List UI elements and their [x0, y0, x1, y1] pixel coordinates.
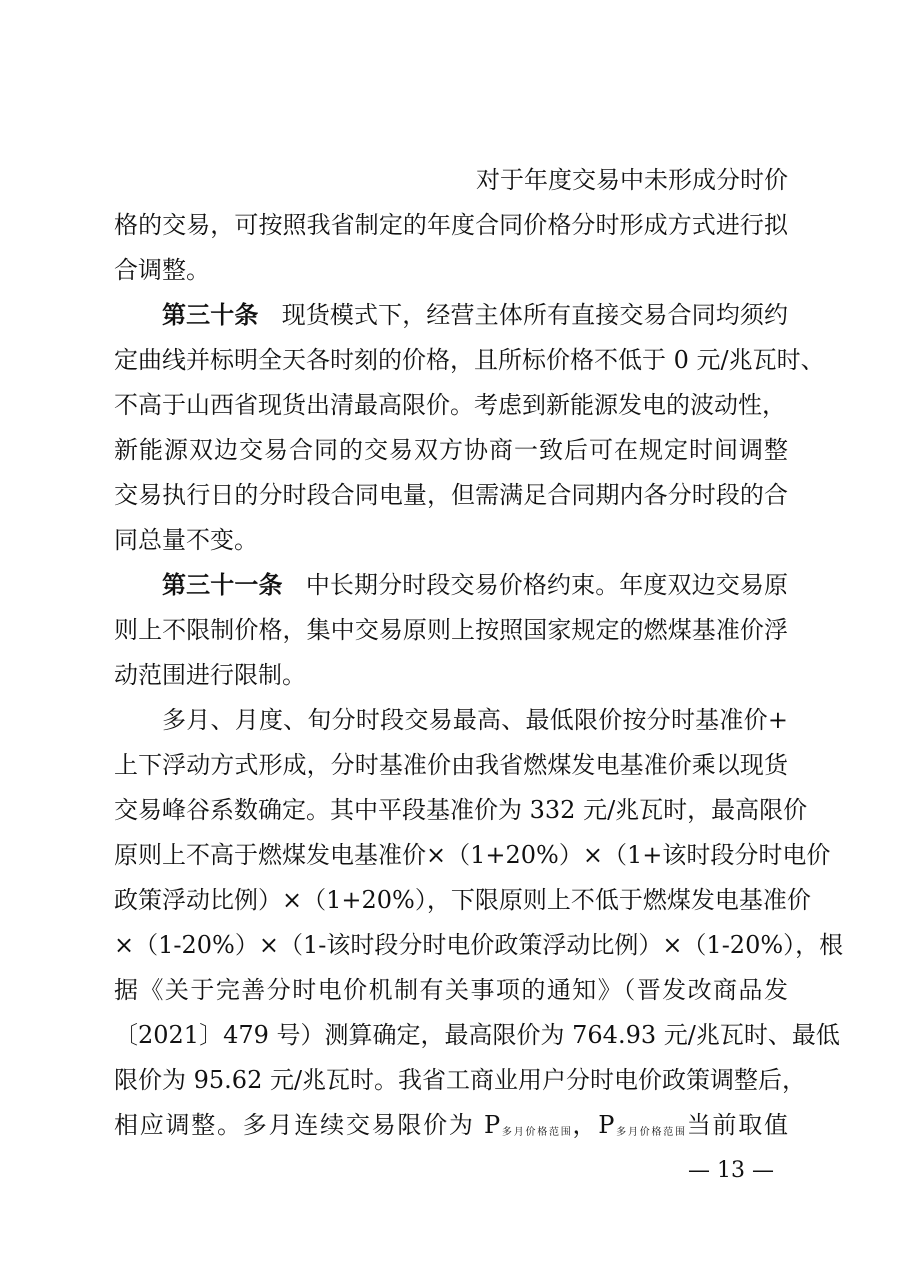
text-line: 不高于山西省现货出清最高限价。考虑到新能源发电的波动性，	[114, 391, 786, 419]
text-line: 对于年度交易中未形成分时价	[476, 166, 788, 194]
text-span: 中长期分时段交易价格约束。年度双边交易原	[305, 571, 788, 599]
text-line: 政策浮动比例）×（1+20%），下限原则上不低于燃煤发电基准价	[114, 886, 811, 914]
text-line: 〔2021〕479 号）测算确定，最高限价为 764.93 元/兆瓦时、最低	[114, 1021, 840, 1049]
article-30-line	[162, 297, 788, 333]
text-line: 交易峰谷系数确定。其中平段基准价为 332 元/兆瓦时，最高限价	[114, 796, 808, 824]
text-span: 相应调整。多月连续交易限价为 P	[114, 1111, 501, 1139]
text-line-with-subscripts	[114, 1107, 788, 1143]
text-span: 现货模式下，经营主体所有直接交易合同均须约	[281, 301, 789, 329]
text-line: 据《关于完善分时电价机制有关事项的通知》（晋发改商品发	[114, 976, 788, 1004]
text-line: 交易执行日的分时段合同电量，但需满足合同期内各分时段的合	[114, 481, 788, 509]
text-line: 定曲线并标明全天各时刻的价格，且所标价格不低于 0 元/兆瓦时、	[114, 346, 825, 374]
subscript: 多月价格范围	[614, 1127, 687, 1138]
text-line: 同总量不变。	[114, 526, 258, 554]
article-31-line	[162, 567, 788, 603]
text-line: 动范围进行限制。	[114, 661, 306, 689]
text-line: 上下浮动方式形成，分时基准价由我省燃煤发电基准价乘以现货	[114, 751, 788, 779]
text-line: 多月、月度、旬分时段交易最高、最低限价按分时基准价+	[162, 706, 788, 734]
text-span: 当前取值	[686, 1111, 789, 1139]
article-30-heading: 第三十条	[162, 300, 259, 329]
text-line: 合调整。	[114, 256, 210, 284]
text-line: 原则上不高于燃煤发电基准价×（1+20%）×（1+该时段分时电价	[114, 841, 831, 869]
text-line: ×（1-20%）×（1-该时段分时电价政策浮动比例）×（1-20%），根	[114, 931, 844, 959]
article-31-heading: 第三十一条	[162, 570, 283, 599]
text-span: ，P	[572, 1111, 615, 1139]
text-line: 限价为 95.62 元/兆瓦时。我省工商业用户分时电价政策调整后，	[114, 1066, 807, 1094]
subscript: 多月价格范围	[500, 1127, 573, 1138]
page-number: — 13 —	[688, 1158, 774, 1183]
text-line: 格的交易，可按照我省制定的年度合同价格分时形成方式进行拟	[114, 211, 788, 239]
text-line: 新能源双边交易合同的交易双方协商一致后可在规定时间调整	[114, 436, 788, 464]
text-line: 则上不限制价格，集中交易原则上按照国家规定的燃煤基准价浮	[114, 616, 788, 644]
